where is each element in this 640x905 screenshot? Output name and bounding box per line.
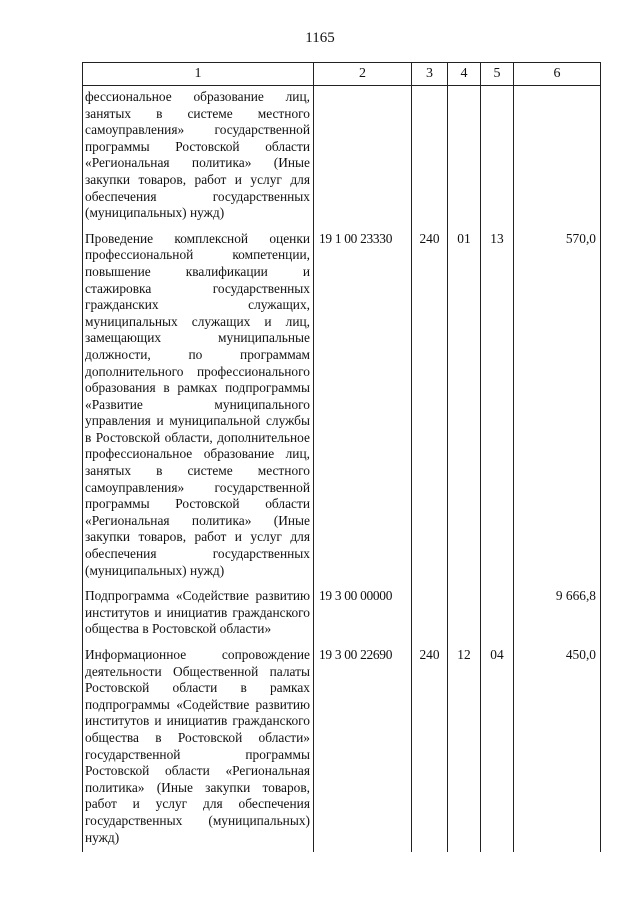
row-amount: 450,0	[514, 644, 601, 852]
row-col3	[412, 585, 448, 644]
page-number: 1165	[305, 30, 335, 46]
table-header-row	[83, 63, 601, 86]
table-row	[83, 585, 601, 644]
table-row	[83, 86, 601, 228]
row-col5	[481, 86, 514, 228]
row-description: фессиональное образование лиц, занятых в системе местного самоуправления» государственной программы Ростовской области «Региональная политика» (Иные закупки товаров, работ и услуг для обеспечения государственных (муниципальных) нужд)	[83, 86, 314, 228]
column-header-1: 1	[83, 63, 314, 86]
row-col4: 12	[448, 644, 481, 852]
row-col4: 01	[448, 228, 481, 585]
row-amount: 570,0	[514, 228, 601, 585]
column-header-3: 3	[412, 63, 448, 86]
column-header-2: 2	[314, 63, 412, 86]
budget-table	[82, 62, 601, 852]
row-col4	[448, 86, 481, 228]
row-col5	[481, 585, 514, 644]
column-header-4: 4	[448, 63, 481, 86]
table-row	[83, 644, 601, 852]
row-amount	[514, 86, 601, 228]
column-header-6: 6	[514, 63, 601, 86]
row-code	[314, 86, 412, 228]
row-description: Информационное сопровождение деятельности Общественной палаты Ростовской области в рамках подпрограммы «Содействие развитию институтов и инициатив гражданского общества в Ростовской области» государственной программы Ростовской области «Региональная политика» (Иные закупки товаров, работ и услуг для обеспечения государственных (муниципальных) нужд)	[83, 644, 314, 852]
row-col3: 240	[412, 644, 448, 852]
row-col3: 240	[412, 228, 448, 585]
row-description: Проведение комплексной оценки профессиональной компетенции, повышение квалификации и стажировка государственных гражданских служащих, муниципальных служащих и лиц, замещающих муниципальные должности, по программам дополнительного профессионального образования в рамках подпрограммы «Развитие муниципального управления и муниципальной службы в Ростовской области, дополнительное профессиональное образование лиц, занятых в системе местного самоуправления» государственной программы Ростовской области «Региональная политика» (Иные закупки товаров, работ и услуг для обеспечения государственных (муниципальных) нужд)	[83, 228, 314, 585]
row-code: 19 3 00 22690	[314, 644, 412, 852]
row-col4	[448, 585, 481, 644]
row-description: Подпрограмма «Содействие развитию институтов и инициатив гражданского общества в Ростовской области»	[83, 585, 314, 644]
table-row	[83, 228, 601, 585]
row-col3	[412, 86, 448, 228]
row-amount: 9 666,8	[514, 585, 601, 644]
row-code: 19 3 00 00000	[314, 585, 412, 644]
column-header-5: 5	[481, 63, 514, 86]
row-col5: 13	[481, 228, 514, 585]
row-col5: 04	[481, 644, 514, 852]
row-code: 19 1 00 23330	[314, 228, 412, 585]
